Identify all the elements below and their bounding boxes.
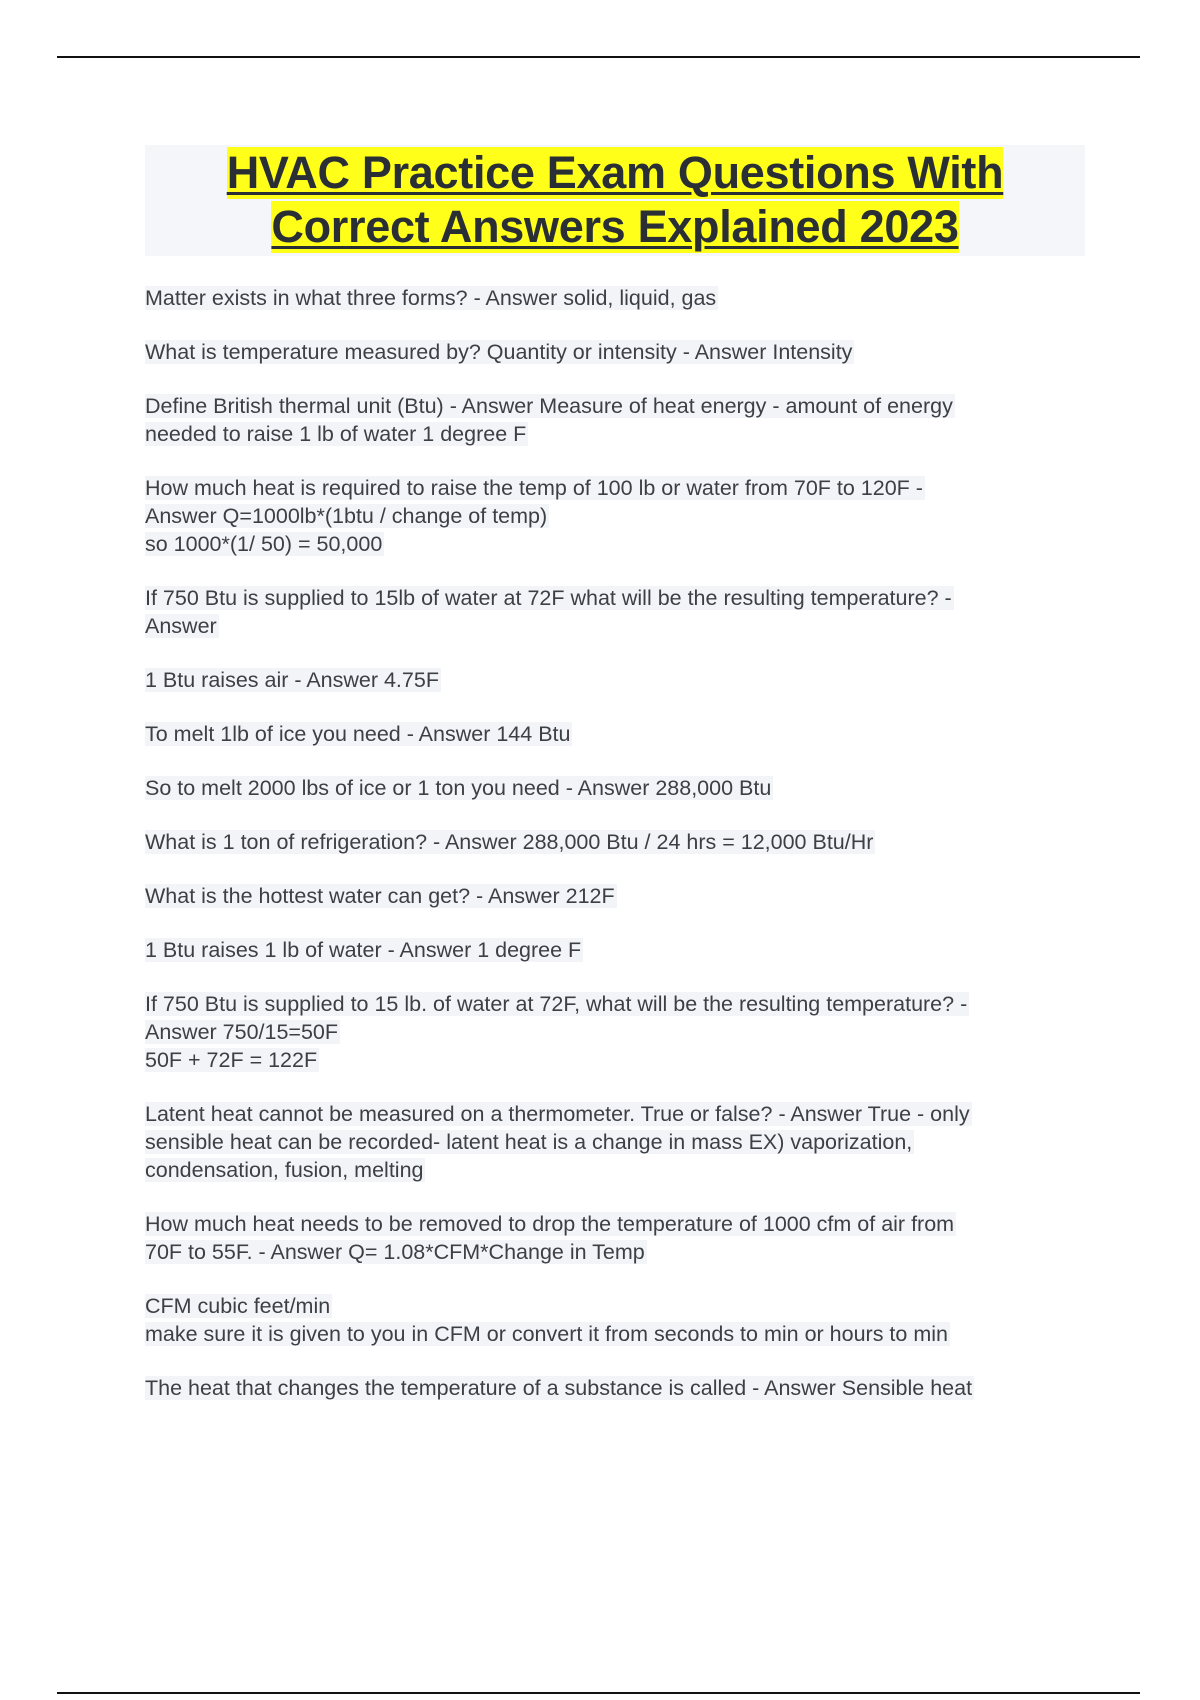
qa-item [145, 338, 1105, 366]
qa-text: Define British thermal unit (Btu) - Answer Measure of heat energy - amount of energy [145, 394, 953, 418]
qa-line [145, 1128, 1105, 1156]
qa-item [145, 666, 1105, 694]
qa-line [145, 882, 1105, 910]
qa-text: What is the hottest water can get? - Answer 212F [145, 884, 615, 908]
qa-text: 1 Btu raises air - Answer 4.75F [145, 668, 439, 692]
qa-item [145, 774, 1105, 802]
qa-text: so 1000*(1/ 50) = 50,000 [145, 532, 383, 556]
qa-text: How much heat needs to be removed to drop the temperature of 1000 cfm of air from [145, 1212, 955, 1236]
qa-item [145, 1292, 1105, 1348]
qa-text: Answer 750/15=50F [145, 1020, 339, 1044]
qa-line [145, 1238, 1105, 1266]
qa-line [145, 1320, 1105, 1348]
qa-item [145, 1374, 1105, 1402]
qa-item [145, 990, 1105, 1074]
qa-line [145, 1100, 1105, 1128]
qa-text: The heat that changes the temperature of a substance is called - Answer Sensible heat [145, 1376, 973, 1400]
qa-line [145, 720, 1105, 748]
qa-line [145, 828, 1105, 856]
qa-item [145, 474, 1105, 558]
qa-item [145, 936, 1105, 964]
title-line-1: HVAC Practice Exam Questions With [226, 147, 1004, 198]
qa-line [145, 420, 1105, 448]
qa-text: sensible heat can be recorded- latent heat is a change in mass EX) vaporization, [145, 1130, 913, 1154]
qa-line [145, 1292, 1105, 1320]
qa-line [145, 1046, 1105, 1074]
qa-text: So to melt 2000 lbs of ice or 1 ton you need - Answer 288,000 Btu [145, 776, 772, 800]
qa-line [145, 1018, 1105, 1046]
qa-line [145, 474, 1105, 502]
qa-item [145, 882, 1105, 910]
document-title [145, 145, 1085, 256]
qa-text: condensation, fusion, melting [145, 1158, 424, 1182]
header-rule [57, 56, 1140, 58]
qa-line [145, 284, 1105, 312]
qa-text: 70F to 55F. - Answer Q= 1.08*CFM*Change in Temp [145, 1240, 645, 1264]
footer-rule [57, 1692, 1140, 1694]
qa-text: What is temperature measured by? Quantity or intensity - Answer Intensity [145, 340, 853, 364]
qa-text: 1 Btu raises 1 lb of water - Answer 1 degree F [145, 938, 582, 962]
qa-text: Answer [145, 614, 217, 638]
qa-text: needed to raise 1 lb of water 1 degree F [145, 422, 527, 446]
qa-text: How much heat is required to raise the temp of 100 lb or water from 70F to 120F - [145, 476, 923, 500]
qa-line [145, 338, 1105, 366]
qa-text: Answer Q=1000lb*(1btu / change of temp) [145, 504, 548, 528]
qa-list [145, 284, 1105, 1428]
qa-line [145, 392, 1105, 420]
qa-text: What is 1 ton of refrigeration? - Answer 288,000 Btu / 24 hrs = 12,000 Btu/Hr [145, 830, 874, 854]
qa-text: 50F + 72F = 122F [145, 1048, 318, 1072]
qa-line [145, 990, 1105, 1018]
qa-line [145, 612, 1105, 640]
qa-text: If 750 Btu is supplied to 15lb of water at 72F what will be the resulting temperature? - [145, 586, 952, 610]
qa-line [145, 774, 1105, 802]
qa-text: If 750 Btu is supplied to 15 lb. of water at 72F, what will be the resulting temperature? - [145, 992, 968, 1016]
qa-line [145, 1374, 1105, 1402]
title-line-2: Correct Answers Explained 2023 [271, 201, 959, 252]
qa-line [145, 584, 1105, 612]
qa-line [145, 936, 1105, 964]
qa-text: To melt 1lb of ice you need - Answer 144 Btu [145, 722, 571, 746]
qa-item [145, 392, 1105, 448]
qa-item [145, 284, 1105, 312]
qa-item [145, 1100, 1105, 1184]
qa-line [145, 1156, 1105, 1184]
qa-line [145, 502, 1105, 530]
qa-item [145, 584, 1105, 640]
qa-text: CFM cubic feet/min [145, 1294, 331, 1318]
qa-line [145, 666, 1105, 694]
qa-line [145, 1210, 1105, 1238]
qa-item [145, 720, 1105, 748]
qa-item [145, 1210, 1105, 1266]
qa-text: Latent heat cannot be measured on a thermometer. True or false? - Answer True - only [145, 1102, 970, 1126]
qa-item [145, 828, 1105, 856]
qa-line [145, 530, 1105, 558]
qa-text: make sure it is given to you in CFM or convert it from seconds to min or hours to min [145, 1322, 948, 1346]
qa-text: Matter exists in what three forms? - Answer solid, liquid, gas [145, 286, 717, 310]
